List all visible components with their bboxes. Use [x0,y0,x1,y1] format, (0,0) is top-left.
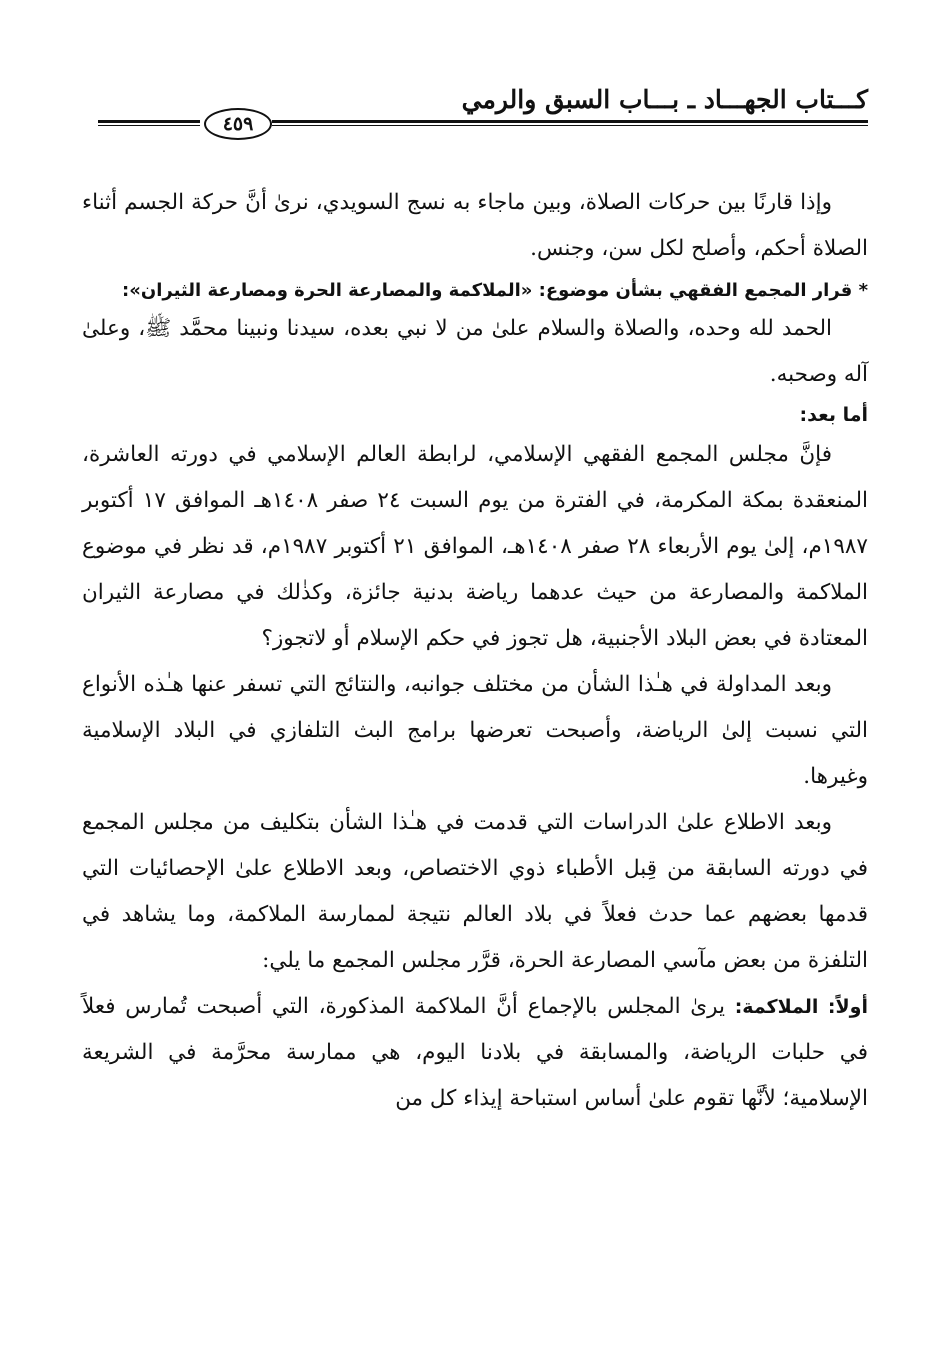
boxing-ruling-lead: أولاً: الملاكمة: [734,996,868,1018]
header-rule-right [272,120,868,127]
paragraph-prayer-comparison: وإذا قارنًا بين حركات الصلاة، وبين ماجاء به نسج السويدي، نرىٰ أنَّ حركة الجسم أثناء الصلاة أحكم، وأصلح لكل سن، وجنس. [82,190,868,261]
paragraph-opening-praise: الحمد لله وحده، والصلاة والسلام علىٰ من لا نبي بعده، سيدنا ونبينا محمَّد ﷺ، وعلىٰ آله وصحبه. [82,316,868,387]
paragraph-boxing-ruling [82,984,868,1122]
header-rule-left [98,120,200,127]
paragraph-studies-review: وبعد الاطلاع علىٰ الدراسات التي قدمت في هـٰذا الشأن بتكليف من مجلس المجمع في دورته السابقة من قِبل الأطباء ذوي الاختصاص، وبعد الاطلاع علىٰ الإحصائيات التي قدمها بعضهم عما حدث فعلاً في بلاد العالم نتيجة لممارسة الملاكمة، وما يشاهد في التلفزة من بعض مآسي المصارعة الحرة، قرَّر مجلس المجمع ما يلي: [82,810,868,973]
paragraph-council-session: فإنَّ مجلس المجمع الفقهي الإسلامي، لرابطة العالم الإسلامي في دورته العاشرة، المنعقدة بمكة المكرمة، في الفترة من يوم السبت ٢٤ صفر ١٤٠٨هـ الموافق ١٧ أكتوبر ١٩٨٧م، إلىٰ يوم الأربعاء ٢٨ صفر ١٤٠٨هـ، الموافق ٢١ أكتوبر ١٩٨٧م، قد نظر في موضوع الملاكمة والمصارعة من حيث عدهما رياضة بدنية جائزة، وكذٰلك في مصارعة الثيران المعتادة في بعض البلاد الأجنبية، هل تجوز في حكم الإسلام أو لاتجوز؟ [82,442,868,651]
page-body [82,180,868,1122]
paragraph-deliberation: وبعد المداولة في هـٰذا الشأن من مختلف جوانبه، والنتائج التي تسفر عنها هـٰذه الأنواع التي نسبت إلىٰ الرياضة، وأصبحت تعرضها برامج البث التلفازي في البلاد الإسلامية وغيرها. [82,672,868,789]
page-header [82,80,868,144]
boxing-ruling-text: يرىٰ المجلس بالإجماع أنَّ الملاكمة المذكورة، التي أصبحت تُمارس فعلاً في حلبات الرياضة، والمسابقة في بلادنا اليوم، هي ممارسة محرَّمة في الشريعة الإسلامية؛ لأنَّها تقوم علىٰ أساس استباحة إيذاء كل من [82,994,868,1111]
running-title: كـــتاب الجهـــاد ـ بـــاب السبق والرمي [461,85,868,114]
page-number: ٤٥٩ [204,108,272,140]
book-page [82,80,868,1260]
section-heading-fiqh-council-resolution: * قرار المجمع الفقهي بشأن موضوع: «الملاكمة والمصارعة الحرة ومصارعة الثيران»: [122,280,868,301]
subheading-amma-baad: أما بعد: [799,404,868,426]
